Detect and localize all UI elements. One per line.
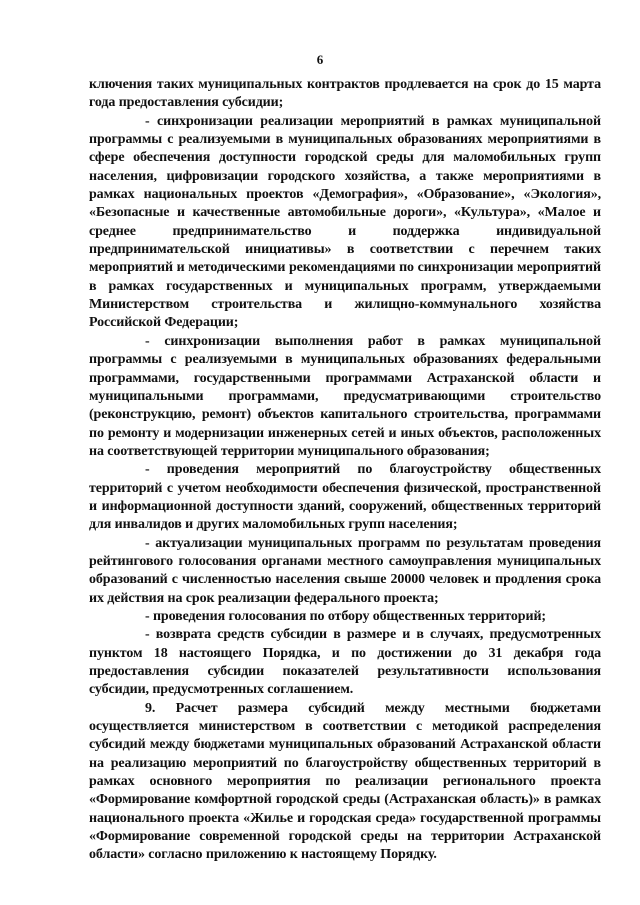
document-body	[89, 76, 601, 865]
paragraph-voting: - проведения голосования по отбору общественных территорий;	[145, 608, 546, 624]
paragraph-program-update: - актуализации муниципальных программ по результатам проведения рейтингового голосования органами местного самоуправления муниципальных образований с численностью населения свыше 20000 человек и продления срока их действия на срок реализации федерального проекта;	[89, 535, 601, 606]
paragraph-sync-works: - синхронизации выполнения работ в рамках муниципальной программы с реализуемыми в муниципальных образованиях федеральными программами, государственными программами Астраханской области и муниципальными программами, предусматривающими строительство (реконструкцию, ремонт) объектов капитального строительства, программами по ремонту и модернизации инженерных сетей и иных объектов, расположенных на соответствующей территории муниципального образования;	[89, 333, 601, 459]
paragraph-sync-municipal-program: - синхронизации реализации мероприятий в рамках муниципальной программы с реализуемыми в муниципальных образованиях мероприятиями в сфере обеспечения доступности городской среды для маломобильных групп населения, цифровизации городского хозяйства, а также мероприятиями в рамках национальных проектов «Демография», «Образование», «Экология», «Безопасные и качественные автомобильные дороги», «Культура», «Малое и среднее предпринимательство и поддержка индивидуальной предпринимательской инициативы» в соответствии с перечнем таких мероприятий и методическими рекомендациями по синхронизации мероприятий в рамках государственных и муниципальных программ, утверждаемыми Министерством строительства и жилищно-коммунального хозяйства Российской Федерации;	[89, 113, 601, 331]
page-number: 6	[316, 52, 324, 67]
paragraph-subsidy-calculation: 9. Расчет размера субсидий между местными бюджетами осуществляется министерством в соответствии с методикой распределения субсидий между бюджетами муниципальных образований Астраханской области на реализацию мероприятий по благоустройству общественных территорий в рамках основного мероприятия по реализации регионального проекта «Формирование комфортной городской среды (Астраханская область)» в рамках национального проекта «Жилье и городская среда» государственной программы «Формирование современной городской среды на территории Астраханской области» согласно приложению к настоящему Порядку.	[89, 700, 601, 863]
paragraph-accessibility: - проведения мероприятий по благоустройству общественных территорий с учетом необходимости обеспечения физической, пространственной и информационной доступности зданий, сооружений, общественных территорий для инвалидов и других маломобильных групп населения;	[89, 462, 601, 533]
paragraph-return-funds: - возврата средств субсидии в размере и в случаях, предусмотренных пунктом 18 настоящего Порядка, и по достижении до 31 декабря года предоставления субсидии показателей результативности использования субсидии, предусмотренных соглашением.	[89, 627, 601, 698]
paragraph-continuation: ключения таких муниципальных контрактов продлевается на срок до 15 марта года предоставления субсидии;	[89, 77, 601, 111]
